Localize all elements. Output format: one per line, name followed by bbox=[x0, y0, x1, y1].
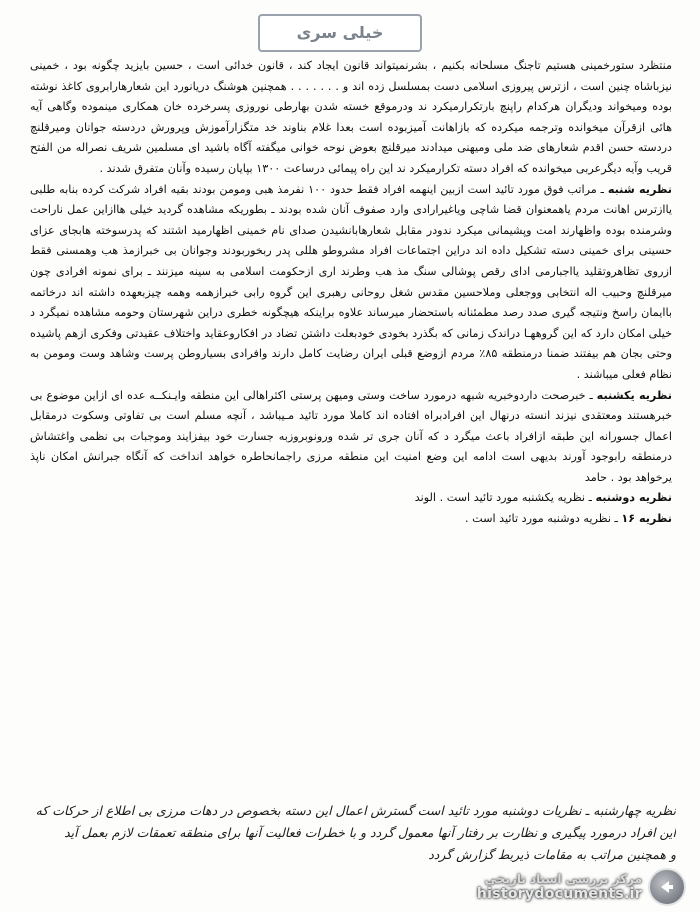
paragraph-16-opinion bbox=[30, 509, 672, 530]
paragraph-label: نظریه ۱۶ bbox=[621, 512, 672, 526]
handwritten-note bbox=[26, 800, 676, 866]
watermark-text bbox=[477, 872, 642, 902]
classification-stamp: خیلی سری bbox=[258, 14, 422, 52]
watermark-logo-icon bbox=[648, 868, 686, 906]
paragraph-saturday-opinion bbox=[30, 180, 672, 386]
paragraph-sunday-opinion bbox=[30, 386, 672, 489]
document-body bbox=[30, 56, 672, 530]
handwritten-line: این افراد درمورد پیگیری و نظارت بر رفتار آنها معمول گردد و با خطرات فعالیت آنها برای منطقه تعمقات لازم بعمل آید bbox=[64, 825, 676, 840]
paragraph-text: ـ نظریه یکشنبه مورد تائید است . الوند bbox=[414, 491, 592, 505]
watermark-url: historydocuments.ir bbox=[476, 886, 642, 902]
paragraph-label: نظریه دوشنبه bbox=[595, 491, 672, 505]
paragraph-label: نظریه شنبه bbox=[607, 182, 673, 196]
paragraph-text: ـ نظریه دوشنبه مورد تائید است . bbox=[465, 512, 618, 526]
paragraph-text: ـ مراتب فوق مورد تائید است ازبین اینهمه افراد فقط حدود ۱۰۰ نفرمذ هبی ومومن بودند بقیه افراد شرکت کرده بنابه طلبی یاازترس اهانت مردم یاهمعنوان قضا شاچی ویاغیرارادی وارد صفوف آنان شده بودند ـ بطوریکه مشاهده گردید خیلی هاازاین عمل ناراحت وشرمنده بوده واظهارند امت وپشیمانی میکرد ندودر مقابل شعارهابانشیدن صدای نام خمینی اظهارمید اشتند که پدرسوخته هابجای عزای حسینی برای خمینی دسته تشکیل داده اند دراین اجتماعات افراد مشروطو هللی پدر ربخوربودند وجوانان بی خبرازمذ هب وهمسنی فقط ازروی تظاهروتقلید یااجبارمی ادای رقص پوشالی سنگ مذ هب وطرند اری ازحکومت اسلامی به سینه میزنند ـ برای نمونه افرادی چون میرقلنچ وحبیب اله انتخابی ووجعلی وملاحسین مقدس شغل روحانی رهبری این گروه رابی خبرازهمه وهمه چیزبعهده داشته اند درخاتمه باایمان راسخ ونتیجه گیری صدد رصد مطمئنانه باستحضار میرساند علاوه براینکه هیچگونه خطری دراین شهرستان وحومه مشاهده نمیگرد د خیلی امکان دارد که این گروههـا دراندک زمانی که بگذرد بخودی خودبعلت داشتن تضاد در افکاروعقاید واختلاف عقیدتی وفکری ازهم پاشیده وحتی بجان هم بیفتند ضمنا درمنطقه ۸۵٪ مردم ازوضع قبلی ایران رضایت کامل دارند وافرادی بسیاروطن پرست وشاهد وست ومومن به نظام فعلی میباشند . bbox=[30, 182, 672, 381]
watermark-name: مرکز بررسی اسناد تاریخی bbox=[484, 872, 642, 886]
paragraph-label: نظریه یکشنبه bbox=[596, 388, 672, 402]
paragraph-monday-opinion bbox=[30, 488, 672, 509]
handwritten-line: و همچنین مراتب به مقامات ذیربط گزارش گردد bbox=[428, 847, 676, 862]
paragraph-text: ـ خبرصحت داردوخبریه شبهه درمورد ساخت وستی ومیهن پرستی اکثراهالی این منطقه وایـنکــه عده ای ازاین موضوع بی خبرهستند ومعتقدی نیزند انسته درنهال این افرادبراه افتاده اند کاملا مورد تائید مـیباشد ، آنچه مسلم است بی تفاوتی وسکوت درمقابل اعمال جسورانه این طبقه ازافراد باعث میگرد د که آنان جری تر شده ورونوبروزبه جسارت خود بیفزایند وموجبات بی نظمی واغتشاش درمنطقه رابوجود آورند بدیهی است ادامه این وضع امنیت این منطقه مرزی راجمانحاطره خواهد انداخت که آنگاه جبرانش امکان ناپذ یرخواهد بود . حامد bbox=[30, 388, 672, 484]
paragraph-text: منتظرد ستورخمینی هستیم تاجنگ مسلحانه بکنیم ، بشرنمیتواند قانون ایجاد کند ، قانون خدائی است ، حسین بایزید چگونه بود ، خمینی نیزباشاه چنین است ، ازترس پیروزی اسلامی دست بمسلسل زده اند و . . . . . . . همچنین هوشنگ دریانورد این شعارهارابروی کاغذ نوشته بوده ومیخواند ودیگران هرکدام راپنچ بارتکرارمیکرد ند ودرموقع خسته شدن بهارطی نوروزی پسرخرده خان همکاری مینموده وگاهی آیه هائی ازقرآن میخوانده وترجمه میکرده که بازاهانت آمیزبوده است بعدا غلام بناوند خد متگزارآموزش وپرورش دردسته جوانان ومیرقلنچ دردسته حسن اقدم شعارهای ضد ملی ومیهنی میدادند میرقلنچ بعوض نوحه خوانی میگفته آگاه باشید ای مسلمین شریف نصراله من الفتح قریب وآیه دیگرعربی میخوانده که افراد دسته تکرارمیکرد ند این راه پیمائی درساعت ۱۳۰۰ بپایان رسیده وآنان متفرق شدند . bbox=[30, 59, 672, 175]
watermark bbox=[477, 868, 686, 906]
handwritten-line: نظریه چهارشنبه ـ نظریات دوشنبه مورد تائید است گسترش اعمال این دسته بخصوص در دهات مرزی بی اطلاع از حرکات که bbox=[35, 803, 676, 818]
paragraph-intro bbox=[30, 56, 672, 180]
